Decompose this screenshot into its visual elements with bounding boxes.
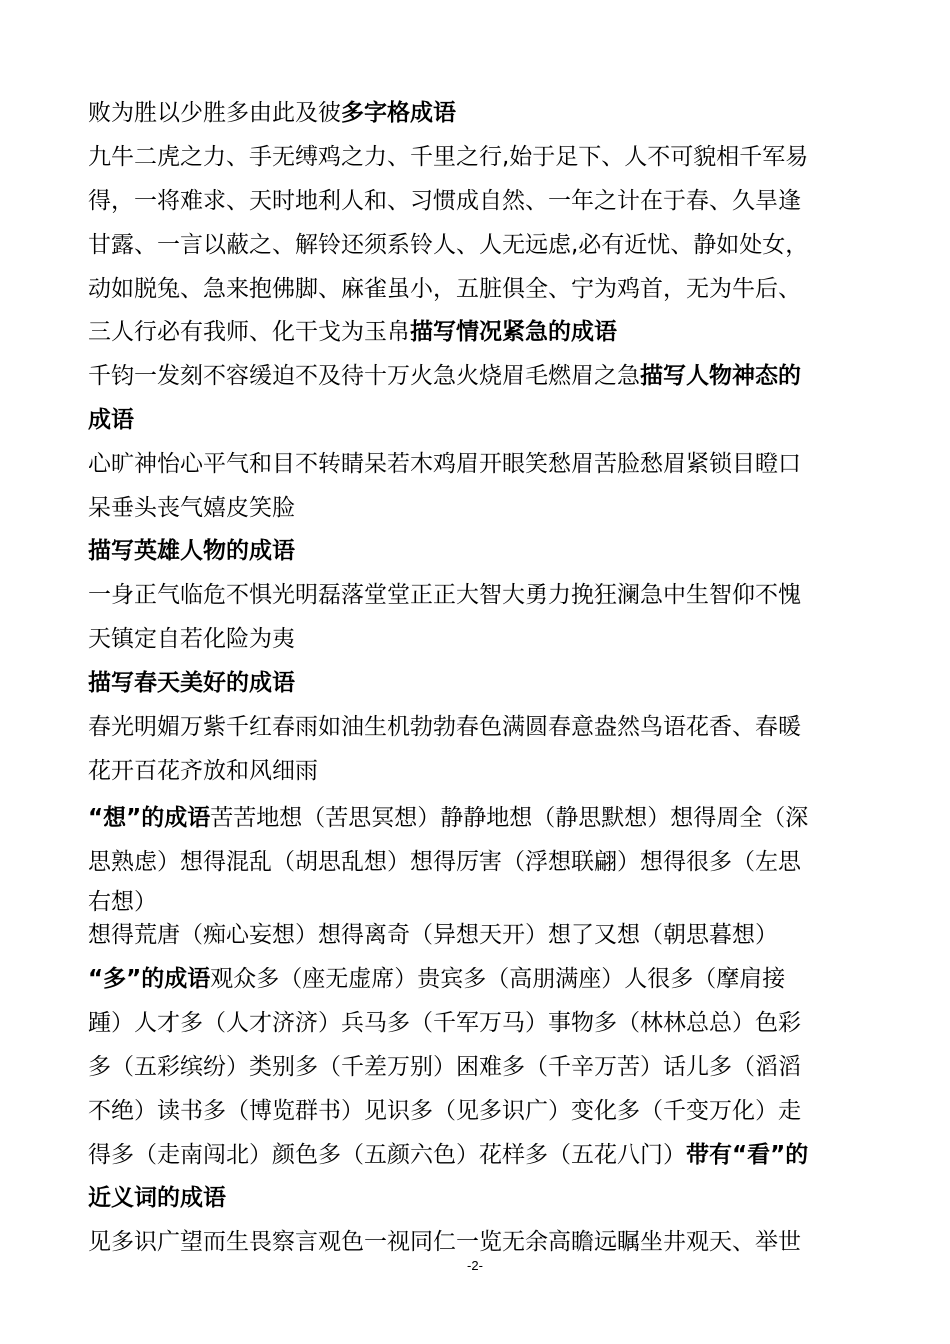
body-text: 心旷神怡心平气和目不转睛呆若木鸡眉开眼笑愁眉苦脸愁眉紧锁目瞪口 [88,451,801,477]
body-text: 一身正气临危不惧光明磊落堂堂正正大智大勇力挽狂澜急中生智仰不愧 [88,582,801,608]
body-text: 苦苦地想（苦思冥想）静静地想（静思默想）想得周全（深 [210,805,809,831]
text-line [88,1140,858,1170]
text-line [88,1183,858,1213]
text-line [88,1227,858,1257]
text-line [88,964,858,994]
text-line [88,1096,858,1126]
body-text: 见多识广望而生畏察言观色一视同仁一览无余高瞻远瞩坐井观天、举世 [88,1229,801,1255]
body-text: 右想） [88,889,157,915]
heading-text: “多”的成语 [88,966,211,992]
heading-text: “想”的成语 [88,805,211,831]
text-line [88,449,858,479]
body-text: 甘露、一言以蔽之、解铃还须系铃人、人无远虑,必有近忧、静如处女， [88,232,809,258]
text-line [88,756,858,786]
heading-text: 描写春天美好的成语 [88,670,295,696]
text-line [88,186,858,216]
text-line [88,274,858,304]
page-number: -2- [467,1258,483,1273]
body-text: 得多（走南闯北）颜色多（五颜六色）花样多（五花八门） [88,1142,686,1168]
body-text: 不绝）读书多（博览群书）见识多（见多识广）变化多（千变万化）走 [88,1098,801,1124]
body-text: 三人行必有我师、化干戈为玉帛 [88,319,410,345]
body-text: 想得荒唐（痴心妄想）想得离奇（异想天开）想了又想（朝思暮想） [88,922,778,948]
body-text: 思熟虑）想得混乱（胡思乱想）想得厉害（浮想联翩）想得很多（左思 [88,849,801,875]
heading-text: 描写人物神态的 [640,363,801,389]
body-text: 观众多（座无虚席）贵宾多（高朋满座）人很多（摩肩接 [210,966,786,992]
heading-text: 成语 [88,407,134,433]
text-line [88,493,858,523]
text-line [88,1052,858,1082]
text-line [88,405,858,435]
body-text: 九牛二虎之力、手无缚鸡之力、千里之行,始于足下、人不可貌相千军易 [88,144,809,170]
body-text: 得，一将难求、天时地利人和、习惯成自然、一年之计在于春、久旱逢 [88,188,801,214]
body-text: 呆垂头丧气嬉皮笑脸 [88,495,295,521]
body-text: 踵）人才多（人才济济）兵马多（千军万马）事物多（林林总总）色彩 [88,1010,801,1036]
text-line [88,536,858,566]
text-line [88,668,858,698]
heading-text: 描写情况紧急的成语 [410,319,617,345]
body-text: 春光明媚万紫千红春雨如油生机勃勃春色满圆春意盎然鸟语花香、春暖 [88,714,801,740]
text-line [88,1008,858,1038]
body-text: 动如脱兔、急来抱佛脚、麻雀虽小，五脏俱全、宁为鸡首，无为牛后、 [88,276,801,302]
text-line [88,887,858,917]
text-line [88,361,858,391]
heading-text: 多字格成语 [341,100,456,126]
text-line [88,317,858,347]
body-text: 千钧一发刻不容缓迫不及待十万火急火烧眉毛燃眉之急 [88,363,640,389]
body-text: 天镇定自若化险为夷 [88,626,295,652]
heading-text: 描写英雄人物的成语 [88,538,295,564]
text-line [88,580,858,610]
text-line [88,142,858,172]
text-line [88,712,858,742]
text-line [88,803,858,833]
heading-text: 近义词的成语 [88,1185,226,1211]
text-line [88,230,858,260]
text-line [88,98,858,128]
body-text: 败为胜以少胜多由此及彼 [88,100,341,126]
text-line [88,847,858,877]
body-text: 花开百花齐放和风细雨 [88,758,318,784]
heading-text: 带有“看”的 [686,1142,809,1168]
body-text: 多（五彩缤纷）类别多（千差万别）困难多（千辛万苦）话儿多（滔滔 [88,1054,801,1080]
text-line [88,624,858,654]
text-line [88,920,858,950]
